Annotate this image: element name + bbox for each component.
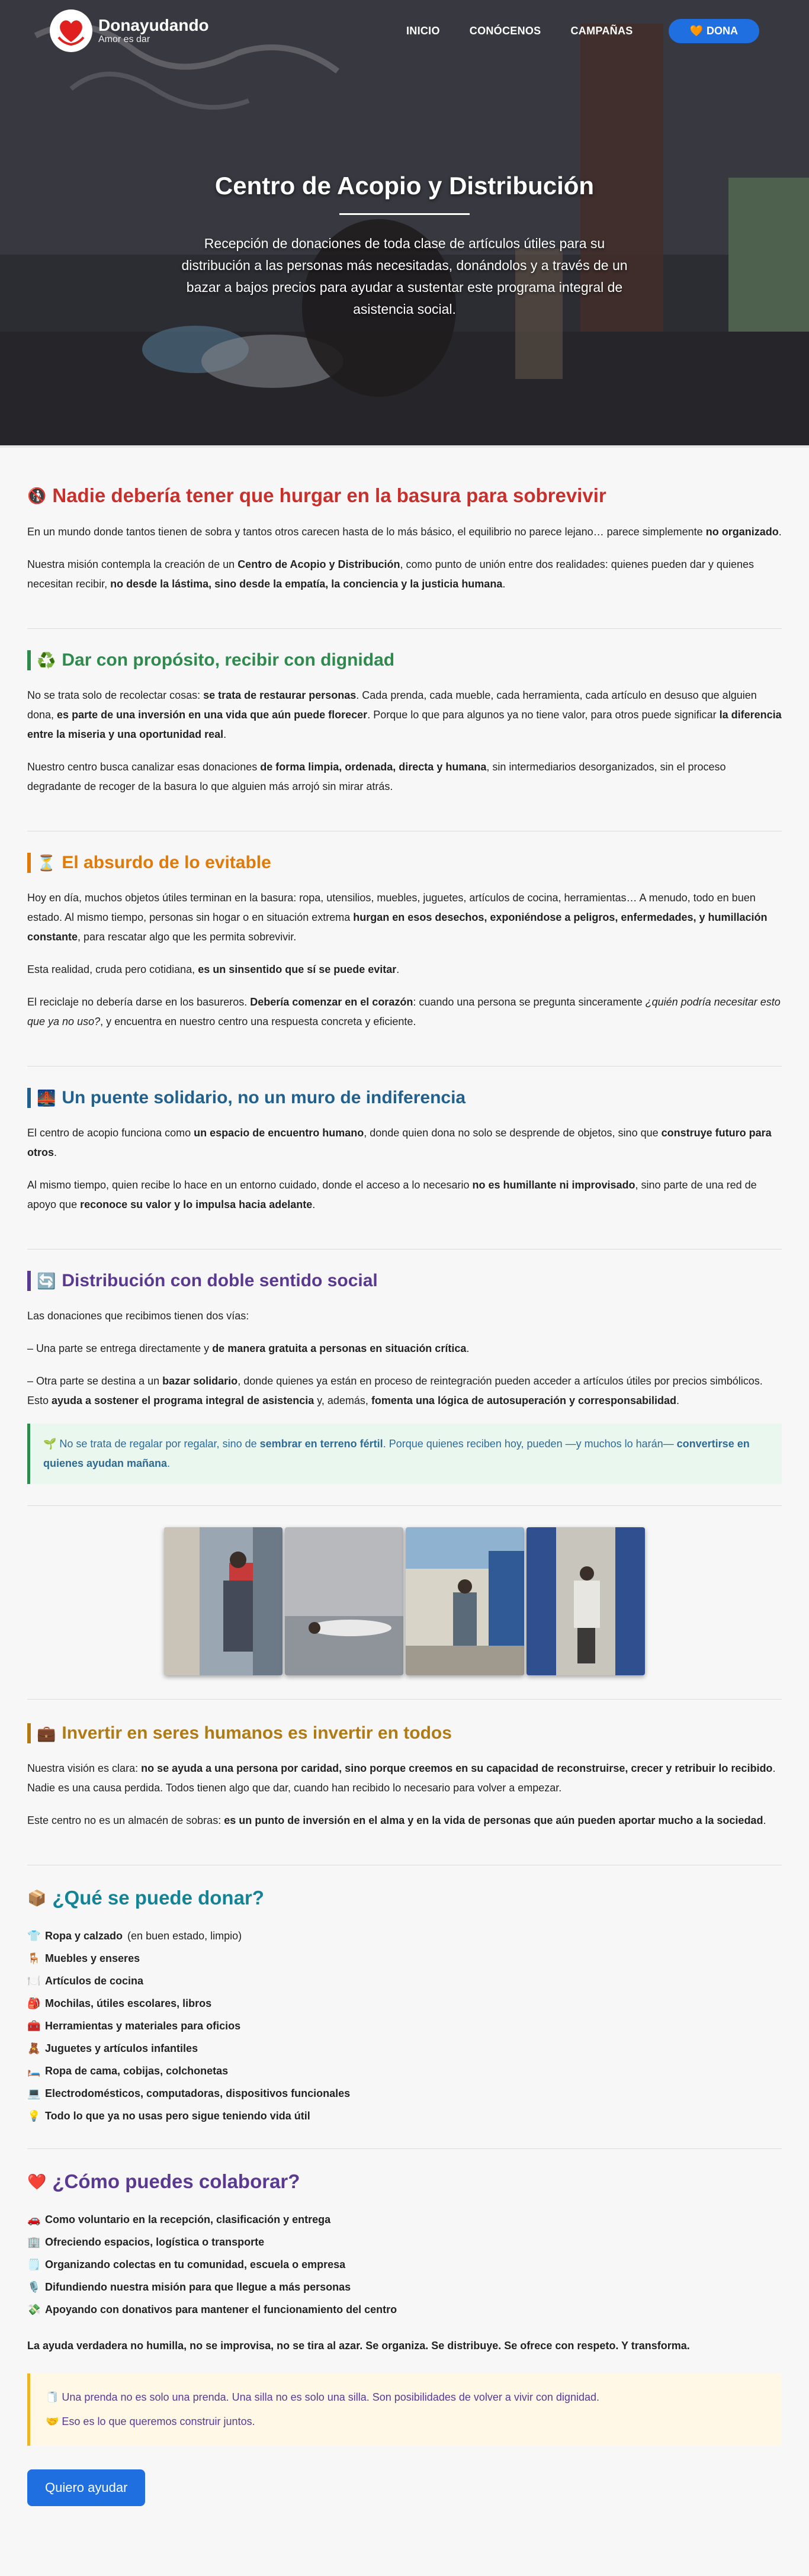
paragraph: No se trata solo de recolectar cosas: se trata de restaurar personas. Cada prenda, cada mueble, cada herramienta, cada artículo en desuso que alguien dona, es parte de una inversión en una vida que aún puede florecer. Porque lo que para algunos ya no tiene valor, para otros puede significar la diferencia entre la miseria y una oportunidad real. (27, 689, 782, 740)
paragraph: Nuestra misión contempla la creación de un Centro de Acopio y Distribución, como punto de unión entre dos realidades: quienes pueden dar y quienes necesitan recibir, no desde la lástima, sino desde la empatía, la conciencia y la justicia humana. (27, 558, 754, 590)
note-line: 🤝 Eso es lo que queremos construir juntos. (46, 2416, 255, 2427)
donate-label: DONA (707, 24, 738, 37)
paragraph: El reciclaje no debería darse en los basureros. Debería comenzar en el corazón: cuando una persona se pregunta sinceramente ¿quién podría necesitar esto que ya no uso?, y encuentra en nuestro centro una respuesta concreta y eficiente. (27, 996, 781, 1027)
section-title: 🌉 Un puente solidario, no un muro de indiferencia (27, 1088, 782, 1108)
paragraph: Nuestro centro busca canalizar esas donaciones de forma limpia, ordenada, directa y humana, sin intermediarios desorganizados, sin el proceso degradante de recoger de la basura lo que alguien más arrojó sin mirar atrás. (27, 761, 726, 792)
hero-content (0, 172, 809, 320)
briefcase-icon: 💼 (37, 1724, 56, 1742)
hourglass-icon: ⏳ (37, 854, 56, 872)
section-invertir (27, 1723, 782, 1865)
section-hurgar-basura (27, 484, 782, 629)
heart-icon: 🧡 (689, 24, 703, 37)
heart-hands-logo-icon (50, 9, 92, 52)
section-title: 🚯 Nadie debería tener que hurgar en la basura para sobrevivir (27, 484, 606, 506)
list-item: 🧸 Juguetes y artículos infantiles (27, 2042, 198, 2054)
list-item: 💻 Electrodomésticos, computadoras, dispositivos funcionales (27, 2087, 351, 2099)
building-icon: 🏢 (27, 2236, 41, 2248)
paragraph: – Otra parte se destina a un bazar solidario, donde quienes ya están en proceso de reintegración pueden acceder a artículos útiles por precios simbólicos. Esto ayuda a sostener el programa integral de asistencia y, además, fomenta una lógica de autosuperación y corresponsabilidad. (27, 1375, 763, 1406)
paragraph: – Una parte se entrega directamente y de manera gratuita a personas en situación crítica. (27, 1342, 470, 1354)
gallery-photo[interactable] (164, 1527, 282, 1675)
no-littering-icon: 🚯 (27, 487, 47, 505)
section-dar-con-proposito (27, 650, 782, 831)
help-button[interactable]: Quiero ayudar (27, 2469, 145, 2506)
backpack-icon: 🎒 (27, 1997, 41, 2009)
list-item: 🏢 Ofreciendo espacios, logística o transporte (27, 2236, 265, 2248)
closing-statement: La ayuda verdadera no humilla, no se improvisa, no se tira al azar. Se organiza. Se distribuye. Se ofrece con respeto. Y transforma. (27, 2340, 690, 2352)
logo-name: Donayudando (98, 16, 209, 34)
photo-gallery-section (27, 1527, 782, 1700)
section-absurdo-evitable (27, 853, 782, 1067)
list-item: 🛏️ Ropa de cama, cobijas, colchonetas (27, 2065, 229, 2077)
package-icon: 📦 (27, 1889, 47, 1907)
teddy-bear-icon: 🧸 (27, 2042, 41, 2054)
paragraph: Hoy en día, muchos objetos útiles terminan en la basura: ropa, utensilios, muebles, juguetes, artículos de cocina, herramientas… A menudo, todo en buen estado. Al mismo tiempo, personas sin hogar o en situación extrema hurgan en esos desechos, exponiéndose a peligros, enfermedades, y humillación constante, para rescatar algo que les permita sobrevivir. (27, 892, 768, 943)
list-item: 👕 Ropa y calzado (en buen estado, limpio) (27, 1930, 242, 1942)
donation-items-list (27, 1925, 782, 2127)
toolbox-icon: 🧰 (27, 2020, 41, 2032)
nav-campanas[interactable]: CAMPAÑAS (570, 24, 633, 37)
hero-subtitle: Recepción de donaciones de toda clase de artículos útiles para su distribución a las personas más necesitadas, donándolos y a través de un bazar a bajos precios para ayudar a sustentar este programa integral de asistencia social. (181, 236, 628, 317)
section-que-donar (27, 1887, 782, 2149)
list-item: 💡 Todo lo que ya no usas pero sigue teniendo vida útil (27, 2110, 310, 2122)
page-title: Centro de Acopio y Distribución (214, 172, 595, 200)
plate-icon: 🍽️ (27, 1975, 41, 1987)
content-card (0, 445, 809, 2576)
money-icon: 💸 (27, 2304, 41, 2315)
paragraph: Al mismo tiempo, quien recibe lo hace en un entorno cuidado, donde el acceso a lo necesario no es humillante ni improvisado, sino parte de una red de apoyo que reconoce su valor y lo impulsa hacia adelante. (27, 1179, 757, 1210)
section-title: ♻️ Dar con propósito, recibir con dignidad (27, 650, 782, 670)
paragraph: Nuestra visión es clara: no se ayuda a una persona por caridad, sino porque creemos en su capacidad de reconstruirse, crecer y retribuir lo recibido. Nadie es una causa perdida. Todos tienen algo que dar, cuando han recibido lo necesario para volver a empezar. (27, 1762, 776, 1794)
gallery-photo[interactable] (406, 1527, 524, 1675)
section-title: 📦 ¿Qué se puede donar? (27, 1887, 264, 1909)
section-title: 🔄 Distribución con doble sentido social (27, 1271, 782, 1291)
callout-box: 🌱 No se trata de regalar por regalar, sino de sembrar en terreno fértil. Porque quienes reciben hoy, pueden —y muchos lo harán— convertirse en quienes ayudan mañana. (27, 1424, 782, 1484)
paragraph: En un mundo donde tantos tienen de sobra y tantos otros carecen hasta de lo más básico, el equilibrio no parece lejano… parece simplemente no organizado. (27, 526, 782, 538)
list-item: 🍽️ Artículos de cocina (27, 1975, 144, 1987)
laptop-icon: 💻 (27, 2087, 41, 2099)
shirt-icon: 👕 (27, 1930, 41, 1942)
section-como-colaborar (27, 2170, 782, 2531)
section-title: ❤️ ¿Cómo puedes colaborar? (27, 2170, 300, 2192)
paragraph: El centro de acopio funciona como un espacio de encuentro humano, donde quien dona no solo se desprende de objetos, sino que construye futuro para otros. (27, 1127, 772, 1158)
title-divider (339, 213, 470, 215)
top-navbar (0, 0, 809, 62)
hero-banner (0, 0, 809, 445)
section-title: ⏳ El absurdo de lo evitable (27, 853, 782, 873)
donate-button[interactable] (669, 19, 759, 43)
recycle-icon: ♻️ (37, 651, 56, 669)
list-item: 🪑 Muebles y enseres (27, 1952, 140, 1964)
paragraph: Esta realidad, cruda pero cotidiana, es un sinsentido que sí se puede evitar. (27, 963, 400, 975)
section-puente-solidario (27, 1088, 782, 1250)
arrows-cycle-icon: 🔄 (37, 1272, 56, 1290)
notepad-icon: 🗒️ (27, 2259, 41, 2270)
gallery-photo[interactable] (285, 1527, 403, 1675)
list-item: 🗒️ Organizando colectas en tu comunidad, escuela o empresa (27, 2259, 346, 2270)
highlight-note (27, 2373, 782, 2446)
chair-icon: 🪑 (27, 1952, 41, 1964)
list-item: 🚗 Como voluntario en la recepción, clasificación y entrega (27, 2214, 331, 2225)
gallery-photo[interactable] (527, 1527, 645, 1675)
heart-icon: ❤️ (27, 2173, 47, 2190)
section-distribucion (27, 1271, 782, 1506)
list-item: 🧰 Herramientas y materiales para oficios (27, 2020, 241, 2032)
logo[interactable] (50, 9, 209, 52)
note-line: 🧻 Una prenda no es solo una prenda. Una silla no es solo una silla. Son posibilidades de volver a vivir con dignidad. (46, 2391, 599, 2403)
bed-icon: 🛏️ (27, 2065, 41, 2077)
microphone-icon: 🎙️ (27, 2281, 41, 2293)
car-icon: 🚗 (27, 2214, 41, 2225)
nav-conocenos[interactable]: CONÓCENOS (469, 24, 541, 37)
photo-gallery (27, 1527, 782, 1675)
paragraph: Las donaciones que recibimos tienen dos vías: (27, 1310, 249, 1322)
list-item: 💸 Apoyando con donativos para mantener el funcionamiento del centro (27, 2304, 397, 2315)
list-item: 🎒 Mochilas, útiles escolares, libros (27, 1997, 212, 2009)
nav-inicio[interactable]: INICIO (406, 24, 440, 37)
paragraph: Este centro no es un almacén de sobras: es un punto de inversión en el alma y en la vida de personas que aún pueden aportar mucho a la sociedad. (27, 1814, 766, 1826)
logo-tagline: Amor es dar (98, 34, 150, 44)
main-menu (406, 19, 759, 43)
list-item: 🎙️ Difundiendo nuestra misión para que llegue a más personas (27, 2281, 351, 2293)
collaborate-list (27, 2208, 782, 2321)
section-title: 💼 Invertir en seres humanos es invertir en todos (27, 1723, 782, 1743)
lightbulb-icon: 💡 (27, 2110, 41, 2122)
bridge-icon: 🌉 (37, 1089, 56, 1107)
